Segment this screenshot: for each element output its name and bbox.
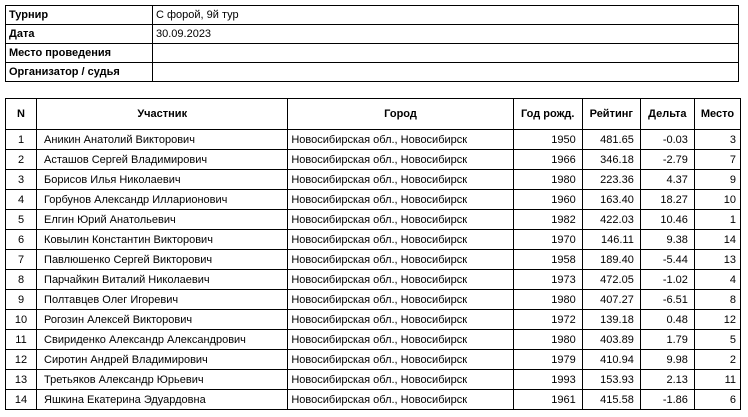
cell-place: 14 [694, 230, 740, 250]
cell-rating: 346.18 [582, 150, 640, 170]
cell-year: 1980 [513, 330, 582, 350]
cell-year: 1982 [513, 210, 582, 230]
header-name: Участник [37, 99, 288, 130]
cell-year: 1966 [513, 150, 582, 170]
cell-rating: 139.18 [582, 310, 640, 330]
cell-rating: 481.65 [582, 130, 640, 150]
cell-delta: -0.03 [640, 130, 694, 150]
header-year: Год рожд. [513, 99, 582, 130]
cell-n: 11 [6, 330, 37, 350]
table-row [6, 310, 741, 330]
info-value: 30.09.2023 [153, 25, 739, 44]
header-place: Место [694, 99, 740, 130]
cell-year: 1960 [513, 190, 582, 210]
cell-delta: 18.27 [640, 190, 694, 210]
cell-place: 3 [694, 130, 740, 150]
cell-place: 13 [694, 250, 740, 270]
cell-city: Новосибирская обл., Новосибирск [288, 370, 513, 390]
cell-n: 7 [6, 250, 37, 270]
cell-delta: 0.48 [640, 310, 694, 330]
cell-name: Асташов Сергей Владимирович [37, 150, 288, 170]
cell-n: 3 [6, 170, 37, 190]
cell-rating: 163.40 [582, 190, 640, 210]
table-row [6, 130, 741, 150]
table-row [6, 270, 741, 290]
cell-name: Рогозин Алексей Викторович [37, 310, 288, 330]
table-row [6, 330, 741, 350]
cell-name: Яшкина Екатерина Эдуардовна [37, 390, 288, 410]
cell-name: Борисов Илья Николаевич [37, 170, 288, 190]
cell-place: 7 [694, 150, 740, 170]
cell-delta: -5.44 [640, 250, 694, 270]
cell-rating: 422.03 [582, 210, 640, 230]
cell-year: 1958 [513, 250, 582, 270]
cell-place: 10 [694, 190, 740, 210]
info-value [153, 44, 739, 63]
header-rating: Рейтинг [582, 99, 640, 130]
cell-city: Новосибирская обл., Новосибирск [288, 390, 513, 410]
cell-year: 1972 [513, 310, 582, 330]
cell-rating: 410.94 [582, 350, 640, 370]
cell-n: 4 [6, 190, 37, 210]
cell-year: 1979 [513, 350, 582, 370]
cell-name: Ковылин Константин Викторович [37, 230, 288, 250]
cell-delta: -1.02 [640, 270, 694, 290]
cell-n: 10 [6, 310, 37, 330]
cell-n: 12 [6, 350, 37, 370]
cell-place: 4 [694, 270, 740, 290]
cell-city: Новосибирская обл., Новосибирск [288, 310, 513, 330]
cell-name: Аникин Анатолий Викторович [37, 130, 288, 150]
cell-city: Новосибирская обл., Новосибирск [288, 270, 513, 290]
cell-delta: -1.86 [640, 390, 694, 410]
info-label: Организатор / судья [6, 63, 153, 82]
header-city: Город [288, 99, 513, 130]
table-row [6, 170, 741, 190]
cell-year: 1970 [513, 230, 582, 250]
table-row [6, 210, 741, 230]
cell-city: Новосибирская обл., Новосибирск [288, 170, 513, 190]
cell-rating: 223.36 [582, 170, 640, 190]
cell-delta: 4.37 [640, 170, 694, 190]
info-value: С форой, 9й тур [153, 6, 739, 25]
cell-rating: 403.89 [582, 330, 640, 350]
cell-delta: -6.51 [640, 290, 694, 310]
cell-city: Новосибирская обл., Новосибирск [288, 190, 513, 210]
cell-n: 1 [6, 130, 37, 150]
cell-city: Новосибирская обл., Новосибирск [288, 210, 513, 230]
info-row-organizer [6, 63, 739, 82]
cell-name: Свириденко Александр Александрович [37, 330, 288, 350]
table-row [6, 290, 741, 310]
cell-city: Новосибирская обл., Новосибирск [288, 350, 513, 370]
cell-delta: 2.13 [640, 370, 694, 390]
cell-delta: 9.38 [640, 230, 694, 250]
cell-name: Парчайкин Виталий Николаевич [37, 270, 288, 290]
cell-city: Новосибирская обл., Новосибирск [288, 290, 513, 310]
cell-place: 12 [694, 310, 740, 330]
cell-n: 8 [6, 270, 37, 290]
info-row-date [6, 25, 739, 44]
header-delta: Дельта [640, 99, 694, 130]
cell-delta: -2.79 [640, 150, 694, 170]
cell-n: 2 [6, 150, 37, 170]
cell-name: Полтавцев Олег Игоревич [37, 290, 288, 310]
results-header-row [6, 99, 741, 130]
cell-place: 9 [694, 170, 740, 190]
table-row [6, 350, 741, 370]
cell-place: 2 [694, 350, 740, 370]
cell-n: 13 [6, 370, 37, 390]
cell-name: Третьяков Александр Юрьевич [37, 370, 288, 390]
cell-n: 6 [6, 230, 37, 250]
cell-place: 8 [694, 290, 740, 310]
info-row-venue [6, 44, 739, 63]
cell-name: Горбунов Александр Илларионович [37, 190, 288, 210]
cell-delta: 10.46 [640, 210, 694, 230]
cell-city: Новосибирская обл., Новосибирск [288, 150, 513, 170]
cell-rating: 472.05 [582, 270, 640, 290]
cell-rating: 415.58 [582, 390, 640, 410]
tournament-info-table [5, 5, 739, 82]
info-label: Дата [6, 25, 153, 44]
table-row [6, 250, 741, 270]
cell-place: 6 [694, 390, 740, 410]
cell-place: 5 [694, 330, 740, 350]
table-row [6, 150, 741, 170]
cell-place: 11 [694, 370, 740, 390]
results-table [5, 98, 741, 410]
cell-year: 1973 [513, 270, 582, 290]
table-row [6, 370, 741, 390]
cell-delta: 9.98 [640, 350, 694, 370]
cell-name: Павлюшенко Сергей Викторович [37, 250, 288, 270]
info-value [153, 63, 739, 82]
table-row [6, 190, 741, 210]
cell-rating: 189.40 [582, 250, 640, 270]
header-n: N [6, 99, 37, 130]
cell-year: 1980 [513, 170, 582, 190]
info-label: Турнир [6, 6, 153, 25]
cell-n: 5 [6, 210, 37, 230]
cell-year: 1961 [513, 390, 582, 410]
cell-year: 1993 [513, 370, 582, 390]
cell-n: 14 [6, 390, 37, 410]
cell-place: 1 [694, 210, 740, 230]
cell-rating: 146.11 [582, 230, 640, 250]
cell-year: 1950 [513, 130, 582, 150]
cell-city: Новосибирская обл., Новосибирск [288, 130, 513, 150]
cell-city: Новосибирская обл., Новосибирск [288, 250, 513, 270]
info-row-tournament [6, 6, 739, 25]
cell-city: Новосибирская обл., Новосибирск [288, 230, 513, 250]
cell-year: 1980 [513, 290, 582, 310]
table-row [6, 230, 741, 250]
cell-city: Новосибирская обл., Новосибирск [288, 330, 513, 350]
cell-name: Елгин Юрий Анатольевич [37, 210, 288, 230]
cell-delta: 1.79 [640, 330, 694, 350]
cell-n: 9 [6, 290, 37, 310]
cell-name: Сиротин Андрей Владимирович [37, 350, 288, 370]
table-row [6, 390, 741, 410]
cell-rating: 407.27 [582, 290, 640, 310]
info-label: Место проведения [6, 44, 153, 63]
cell-rating: 153.93 [582, 370, 640, 390]
